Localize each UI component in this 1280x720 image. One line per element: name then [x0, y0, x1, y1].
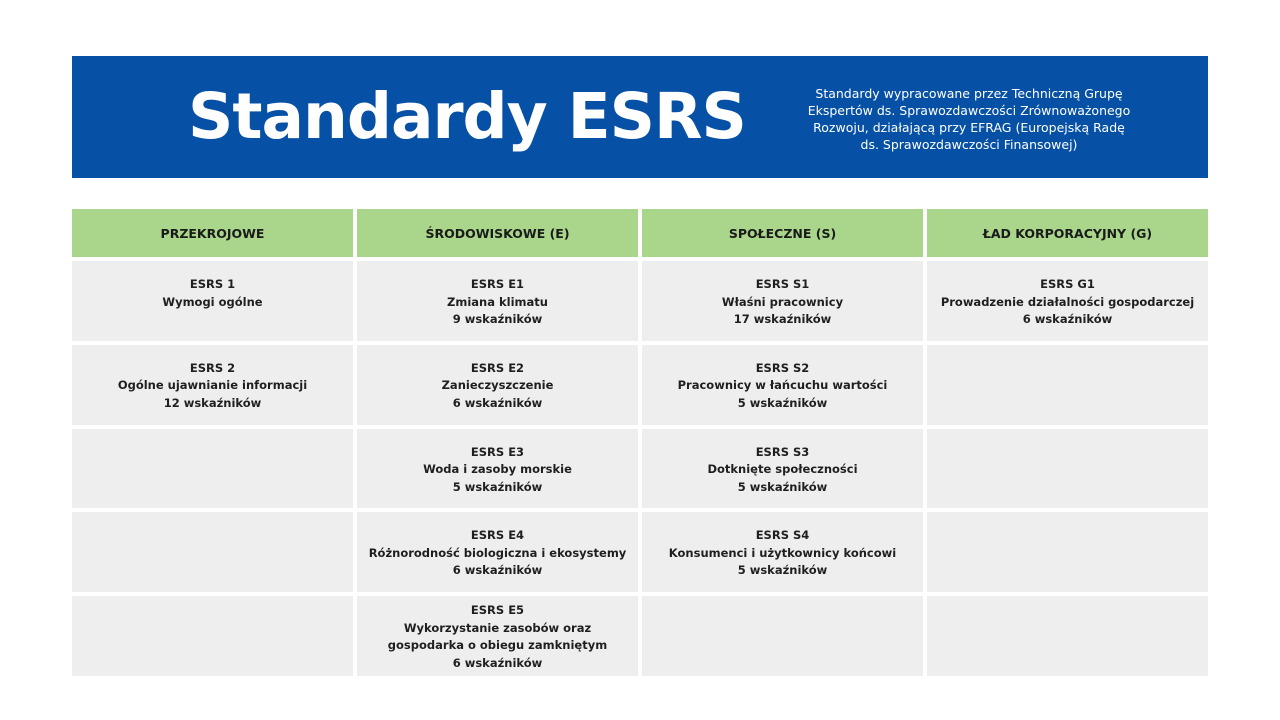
standard-name: Pracownicy w łańcuchu wartości — [677, 378, 888, 393]
standard-name: Woda i zasoby morskie — [423, 462, 572, 477]
table-cell-empty — [927, 596, 1208, 676]
table-cell-empty — [927, 512, 1208, 592]
table-cell-esrs-s1 — [642, 261, 923, 341]
column-header-environmental: ŚRODOWISKOWE (E) — [357, 209, 638, 257]
indicator-count: 6 wskaźników — [452, 395, 543, 410]
standard-code: ESRS S4 — [755, 528, 810, 543]
table-cell-esrs-s2 — [642, 345, 923, 425]
standard-name: Prowadzenie działalności gospodarczej — [940, 294, 1195, 309]
standard-name: Właśni pracownicy — [721, 294, 844, 309]
table-cell-empty — [72, 429, 353, 509]
indicator-count: 5 wskaźników — [737, 563, 828, 578]
standard-name: Zmiana klimatu — [447, 294, 548, 309]
standard-code: ESRS S2 — [755, 360, 810, 375]
standard-code: ESRS G1 — [1040, 277, 1095, 291]
indicator-count: 17 wskaźników — [733, 312, 832, 326]
table-cell-esrs-s3 — [642, 429, 923, 509]
table-cell-empty — [927, 345, 1208, 425]
standard-code: ESRS E4 — [470, 528, 525, 543]
indicator-count: 5 wskaźników — [452, 479, 543, 494]
table-cell-esrs-e4 — [357, 512, 638, 592]
indicator-count: 9 wskaźników — [452, 312, 543, 326]
table-cell-empty — [927, 429, 1208, 509]
standard-code: ESRS S1 — [755, 277, 810, 291]
indicator-count: 6 wskaźników — [452, 655, 543, 670]
standard-name: Wymogi ogólne — [162, 294, 263, 309]
standard-name: Różnorodność biologiczna i ekosystemy — [368, 545, 627, 560]
table-cell-empty — [72, 512, 353, 592]
standard-name: Konsumenci i użytkownicy końcowi — [668, 545, 897, 560]
standard-name: Ogólne ujawnianie informacji — [117, 378, 308, 393]
standard-name: Wykorzystanie zasobów oraz gospodarka o obiegu zamkniętym — [387, 620, 608, 653]
standard-name: Zanieczyszczenie — [441, 378, 554, 393]
page-title: Standardy ESRS — [188, 80, 746, 153]
standard-code: ESRS 2 — [189, 360, 236, 375]
table-cell-empty — [642, 596, 923, 676]
header-banner — [72, 56, 1208, 178]
standard-code: ESRS 1 — [189, 277, 236, 292]
table-cell-esrs-s4 — [642, 512, 923, 592]
table-cell-esrs-e1 — [357, 261, 638, 341]
indicator-count: 12 wskaźników — [163, 395, 262, 410]
standard-code: ESRS E3 — [470, 444, 525, 459]
indicator-count: 5 wskaźników — [737, 479, 828, 494]
column-header-crosscutting: PRZEKROJOWE — [72, 209, 353, 257]
table-cell-esrs-e2 — [357, 345, 638, 425]
table-cell-esrs-2 — [72, 345, 353, 425]
column-header-governance: ŁAD KORPORACYJNY (G) — [927, 209, 1208, 257]
standard-name: Dotknięte społeczności — [707, 462, 858, 477]
standard-code: ESRS S3 — [755, 444, 810, 459]
table-cell-esrs-1 — [72, 261, 353, 341]
column-header-social: SPOŁECZNE (S) — [642, 209, 923, 257]
table-cell-empty — [72, 596, 353, 676]
esrs-table — [72, 209, 1208, 676]
table-cell-esrs-g1 — [927, 261, 1208, 341]
standard-code: ESRS E2 — [470, 360, 525, 375]
standard-code: ESRS E1 — [470, 277, 525, 291]
standard-code: ESRS E5 — [470, 603, 525, 618]
indicator-count: 6 wskaźników — [452, 563, 543, 578]
indicator-count: 6 wskaźników — [1022, 312, 1113, 326]
page-subtitle: Standardy wypracowane przez Techniczną Grupę Ekspertów ds. Sprawozdawczości Zrównoważonego Rozwoju, działającą przy EFRAG (Europejską Radę ds. Sprawozdawczości Finansowej) — [807, 86, 1131, 152]
table-cell-esrs-e3 — [357, 429, 638, 509]
indicator-count: 5 wskaźników — [737, 395, 828, 410]
table-cell-esrs-e5 — [357, 596, 638, 676]
